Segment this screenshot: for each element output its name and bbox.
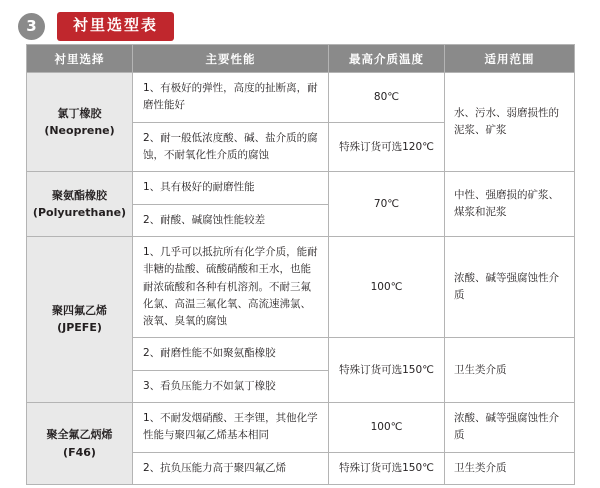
column-header-max-temp: 最高介质温度 [329, 45, 445, 73]
section-number-badge: 3 [18, 13, 45, 40]
column-header-performance: 主要性能 [133, 45, 329, 73]
cell-max-temp: 80℃ [329, 73, 445, 123]
cell-liner-name: 聚四氟乙烯 (JPEFE) [27, 236, 133, 402]
cell-performance: 2、耐一般低浓度酸、碱、盐介质的腐蚀，不耐氧化性介质的腐蚀 [133, 122, 329, 172]
cell-application: 中性、强磨损的矿浆、煤浆和泥浆 [445, 172, 575, 237]
cell-application: 卫生类介质 [445, 338, 575, 403]
cell-max-temp: 100℃ [329, 236, 445, 338]
column-header-liner: 衬里选择 [27, 45, 133, 73]
column-header-application: 适用范围 [445, 45, 575, 73]
cell-performance: 1、几乎可以抵抗所有化学介质，能耐非糖的盐酸、硫酸硝酸和王水，也能耐浓硫酸和各种有机溶剂。不耐三氟化氯、高温三氟化氧、高流速沸氯、液氧、臭氧的腐蚀 [133, 236, 329, 338]
table-row [27, 172, 575, 204]
table-row [27, 73, 575, 123]
cell-application: 浓酸、碱等强腐蚀性介质 [445, 403, 575, 453]
cell-application: 水、污水、弱磨损性的泥浆、矿浆 [445, 73, 575, 172]
cell-liner-name: 氯丁橡胶 (Neoprene) [27, 73, 133, 172]
table-row [27, 236, 575, 338]
cell-performance: 1、具有极好的耐磨性能 [133, 172, 329, 204]
cell-performance: 2、耐酸、碱腐蚀性能较差 [133, 204, 329, 236]
cell-performance: 3、看负压能力不如氯丁橡胶 [133, 370, 329, 402]
table-container [0, 44, 600, 485]
cell-max-temp: 特殊订货可选150℃ [329, 452, 445, 484]
table-header-row [27, 45, 575, 73]
cell-max-temp: 特殊订货可选150℃ [329, 338, 445, 403]
cell-performance: 2、耐磨性能不如聚氨酯橡胶 [133, 338, 329, 370]
cell-liner-name: 聚氨酯橡胶 (Polyurethane) [27, 172, 133, 237]
cell-application: 浓酸、碱等强腐蚀性介质 [445, 236, 575, 338]
page-title: 衬里选型表 [57, 12, 174, 40]
liner-selection-table [26, 44, 575, 485]
table-body [27, 73, 575, 485]
cell-max-temp: 特殊订货可选120℃ [329, 122, 445, 172]
table-row [27, 403, 575, 453]
page-header [0, 0, 600, 44]
cell-liner-name: 聚全氟乙炳烯 (F46) [27, 403, 133, 485]
cell-application: 卫生类介质 [445, 452, 575, 484]
cell-performance: 2、抗负压能力高于聚四氟乙烯 [133, 452, 329, 484]
cell-performance: 1、有极好的弹性，高度的扯断离，耐磨性能好 [133, 73, 329, 123]
cell-max-temp: 70℃ [329, 172, 445, 237]
cell-performance: 1、不耐发烟硝酸、王李锂，其他化学性能与聚四氟乙烯基本相同 [133, 403, 329, 453]
cell-max-temp: 100℃ [329, 403, 445, 453]
